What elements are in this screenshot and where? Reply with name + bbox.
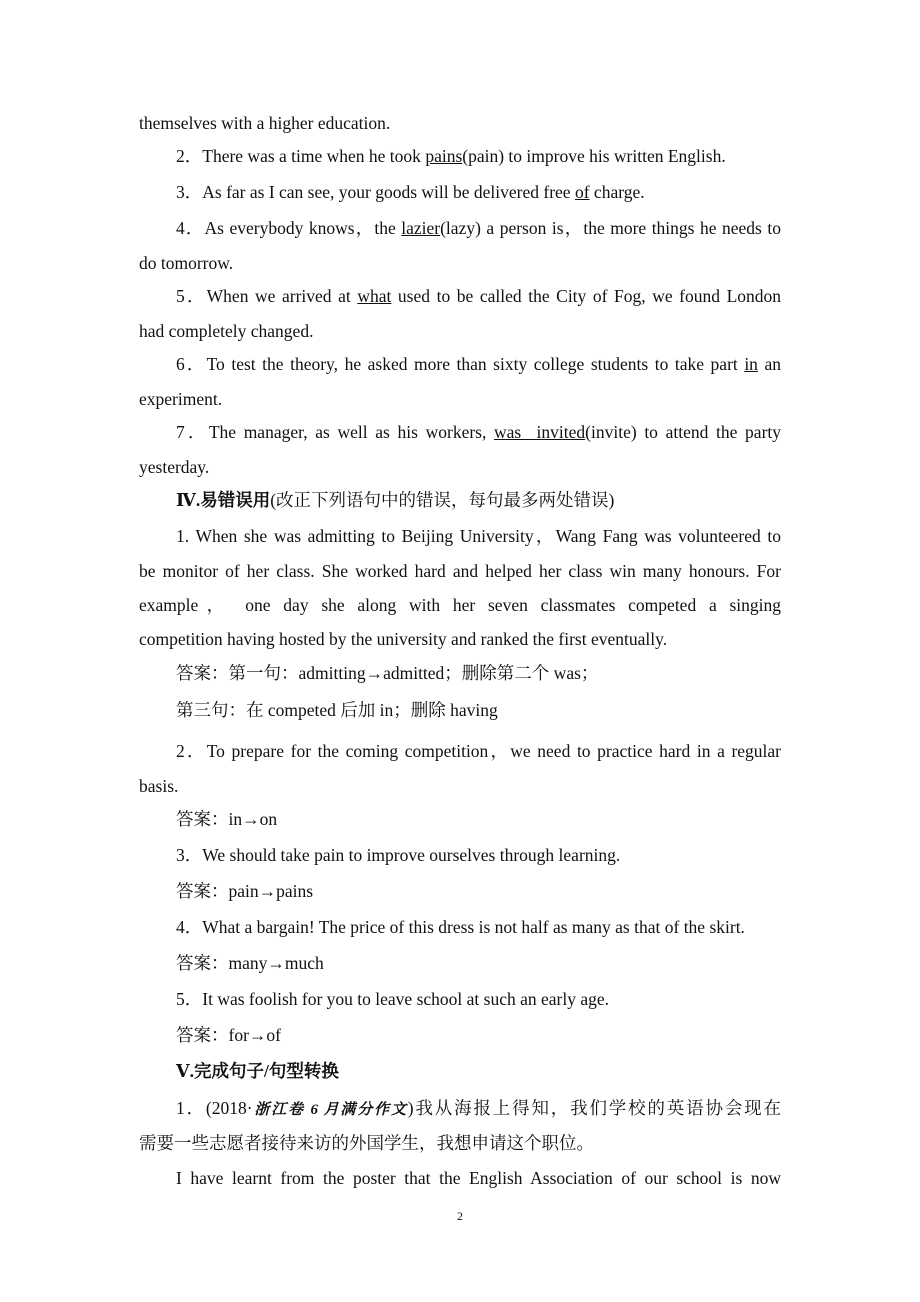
paragraph-line: competition having hosted by the university and ranked the first eventually. xyxy=(139,629,668,649)
paragraph-line: experiment. xyxy=(139,389,223,409)
fill-blank-item-2: 2．There was a time when he took pains(pain) to improve his written English. xyxy=(176,146,726,166)
answer-text: pains xyxy=(425,146,463,166)
paragraph-line: be monitor of her class. She worked hard and helped her class win many honours. For xyxy=(139,561,781,581)
answer-line: 第三句：在 competed 后加 in；删除 having xyxy=(176,700,498,720)
answer-text: in xyxy=(744,354,758,374)
answer-line: 答案：pain→pains xyxy=(176,881,314,901)
error-item-4: 4．What a bargain! The price of this dress is not half as many as that of the skirt. xyxy=(176,917,745,937)
answer-text: lazier xyxy=(401,218,441,238)
paragraph-line: 需要一些志愿者接待来访的外国学生，我想申请这个职位。 xyxy=(139,1133,594,1153)
fill-blank-item-4: 4．As everybody knows，the lazier(lazy) a person is，the more things he needs to xyxy=(176,218,781,238)
answer-text: of xyxy=(574,182,590,202)
error-item-5: 5．It was foolish for you to leave school at such an early age. xyxy=(176,989,609,1009)
error-item-3: 3．We should take pain to improve ourselves through learning. xyxy=(176,845,621,865)
answer-line: 答案：many→much xyxy=(176,953,324,973)
section-heading-4: Ⅳ.易错误用(改正下列语句中的错误，每句最多两处错误) xyxy=(176,490,615,510)
paragraph-line: basis. xyxy=(139,776,179,796)
answer-line: 答案：第一句：admitting→admitted；删除第二个 was； xyxy=(176,663,599,683)
fill-blank-item-6: 6．To test the theory, he asked more than sixty college students to take part in an xyxy=(176,354,781,374)
paragraph-line: I have learnt from the poster that the English Association of our school is now xyxy=(176,1168,781,1188)
sentence-item-1: 1．(2018·浙江卷 6 月满分作文)我从海报上得知，我们学校的英语协会现在 xyxy=(176,1098,781,1118)
source-label: 浙江卷 6 月满分作文 xyxy=(252,1102,408,1118)
paragraph-line: themselves with a higher education. xyxy=(139,113,391,133)
fill-blank-item-3: 3．As far as I can see, your goods will be delivered free of charge. xyxy=(176,182,645,202)
paragraph-line: yesterday. xyxy=(139,457,210,477)
error-item-2: 2．To prepare for the coming competition，we need to practice hard in a regular xyxy=(176,741,781,761)
paragraph-line: example， one day she along with her seven classmates competed a singing xyxy=(139,595,781,615)
answer-line: 答案：in→on xyxy=(176,809,278,829)
section-heading-5: Ⅴ.完成句子/句型转换 xyxy=(176,1061,339,1081)
error-item-1: 1. When she was admitting to Beijing University，Wang Fang was volunteered to xyxy=(176,526,781,546)
answer-text: what xyxy=(357,286,392,306)
answer-text: was invited xyxy=(494,422,586,442)
page-number: 2 xyxy=(457,1209,463,1223)
answer-line: 答案：for→of xyxy=(176,1025,281,1045)
paragraph-line: had completely changed. xyxy=(139,321,314,341)
fill-blank-item-7: 7．The manager, as well as his workers, was invited(invite) to attend the party xyxy=(176,422,782,442)
fill-blank-item-5: 5．When we arrived at what used to be called the City of Fog, we found London xyxy=(176,286,782,306)
paragraph-line: do tomorrow. xyxy=(139,253,234,273)
